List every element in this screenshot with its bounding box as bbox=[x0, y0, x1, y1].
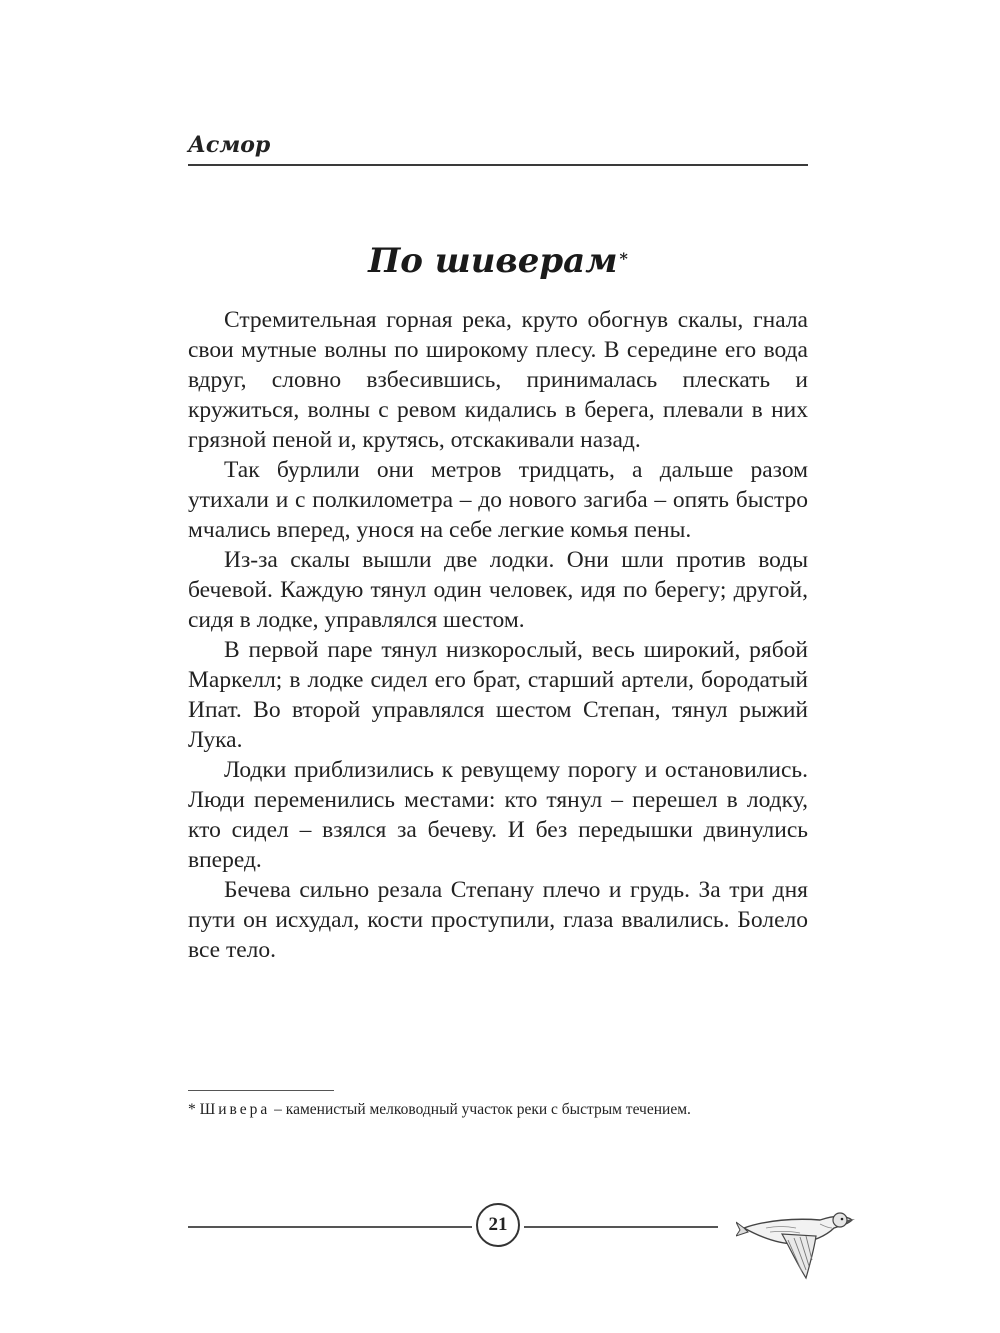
bird-icon bbox=[736, 1198, 860, 1282]
paragraph: Стремительная горная река, круто обогнув скалы, гнала свои мутные волны по широкому плесу. В середине его вода вдруг, словно взбесившись, принималась плескать и кружиться, волны с ревом кидались в берега, плевали в них грязной пеной и, крутясь, отскакивали назад. bbox=[188, 307, 808, 453]
page-number-rule-left bbox=[188, 1226, 472, 1228]
paragraph: Лодки приблизились к ревущему порогу и остановились. Люди переменились местами: кто тянул – перешел в лодку, кто сидел – взялся за бечеву. И без передышки двинулись вперед. bbox=[188, 757, 808, 873]
footnote-marker: * bbox=[188, 1101, 196, 1118]
paragraph: Так бурлили они метров тридцать, а дальше разом утихали и с полкилометра – до нового загиба – опять быстро мчались вперед, унося на себе легкие комья пены. bbox=[188, 457, 808, 543]
body-text bbox=[188, 305, 808, 965]
page-number: 21 bbox=[476, 1203, 520, 1247]
footnote-rule bbox=[188, 1090, 334, 1091]
paragraph: В первой паре тянул низкорослый, весь широкий, рябой Маркелл; в лодке сидел его брат, старший артели, бородатый Ипат. Во второй управлялся шестом Степан, тянул рыжий Лука. bbox=[188, 637, 808, 753]
header-rule bbox=[188, 164, 808, 166]
paragraph: Из-за скалы вышли две лодки. Они шли против воды бечевой. Каждую тянул один человек, идя по берегу; другой, сидя в лодке, управлялся шестом. bbox=[188, 547, 808, 633]
chapter-title-text: По шиверам bbox=[368, 241, 618, 281]
running-header-text: Асмор bbox=[188, 132, 271, 158]
chapter-title bbox=[188, 238, 808, 284]
page-number-rule-right bbox=[524, 1226, 718, 1228]
running-header bbox=[188, 128, 808, 168]
footnote-term: Шивера bbox=[199, 1101, 271, 1118]
footnote-text: – каменистый мелководный участок реки с быстрым течением. bbox=[270, 1101, 691, 1118]
chapter-footnote-marker: * bbox=[619, 249, 628, 268]
paragraph: Бечева сильно резала Степану плечо и грудь. За три дня пути он исхудал, кости проступили, глаза ввалились. Болело все тело. bbox=[188, 877, 808, 963]
footnote bbox=[188, 1098, 808, 1121]
